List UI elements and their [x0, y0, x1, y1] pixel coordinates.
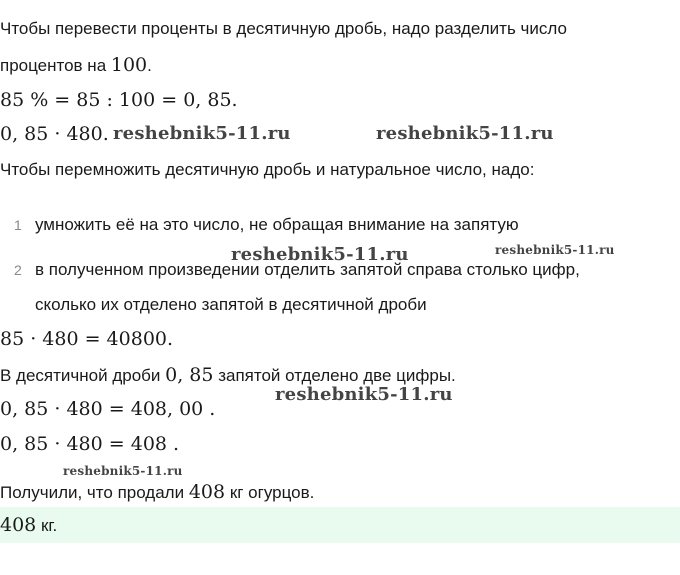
- intro-period: .: [147, 56, 152, 75]
- formula-result: 0, 85 · 480 = 408 .: [0, 433, 180, 455]
- conclusion-text-end: кг огурцов.: [225, 483, 315, 502]
- step-text-continued: сколько их отделено запятой в десятичной дроби: [35, 295, 427, 314]
- formula-percent-conversion: 85 % = 85 : 100 = 0, 85.: [0, 89, 238, 111]
- answer-number: 408: [0, 514, 37, 536]
- formula-product: 0, 85 · 480.: [0, 123, 109, 145]
- step-number: 2: [14, 262, 22, 278]
- formula-result-with-zeros: 0, 85 · 480 = 408, 00 .: [0, 398, 216, 420]
- conclusion-text: Получили, что продали: [0, 483, 189, 502]
- intro-line-1: Чтобы перевести проценты в десятичную дробь, надо разделить число: [0, 19, 567, 38]
- watermark: reshebnik5-11.ru: [113, 123, 291, 144]
- intro-line-2: [0, 54, 152, 77]
- decimal-note-text: В десятичной дроби: [0, 366, 166, 385]
- conclusion: [0, 481, 314, 504]
- intro-number: 100: [110, 54, 148, 76]
- watermark: reshebnik5-11.ru: [376, 123, 554, 144]
- formula-integer-product: 85 · 480 = 40800.: [0, 328, 174, 350]
- conclusion-number: 408: [188, 481, 226, 503]
- step-number: 1: [14, 217, 22, 233]
- step-text: в полученном произведении отделить запятой справа столько цифр,: [35, 260, 580, 279]
- answer-unit: кг.: [36, 516, 58, 535]
- decimal-note-number: 0, 85: [165, 364, 214, 386]
- watermark: reshebnik5-11.ru: [275, 384, 453, 405]
- step-text: умножить её на это число, не обращая внимание на запятую: [35, 215, 519, 234]
- answer: [0, 514, 57, 537]
- watermark: reshebnik5-11.ru: [495, 243, 615, 257]
- answer-box: [0, 507, 680, 543]
- watermark: reshebnik5-11.ru: [63, 464, 183, 478]
- intro-text: процентов на: [0, 56, 111, 75]
- multiply-rule: Чтобы перемножить десятичную дробь и натуральное число, надо:: [0, 160, 535, 179]
- decimal-note-text-end: запятой отделено две цифры.: [213, 366, 456, 385]
- watermark: reshebnik5-11.ru: [231, 244, 409, 265]
